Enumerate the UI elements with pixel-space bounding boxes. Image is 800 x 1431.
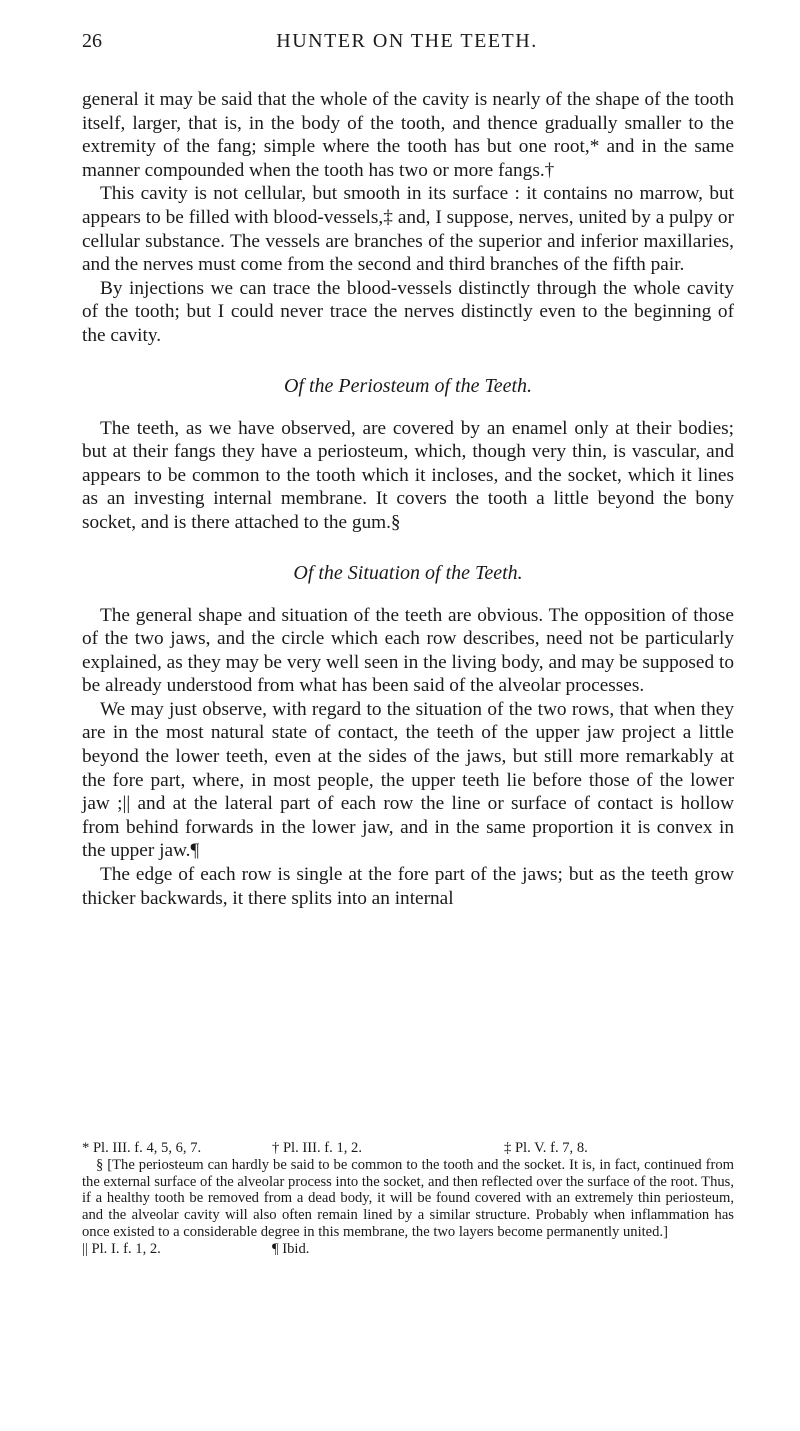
footnote-section-note: § [The periosteum can hardly be said to be common to the tooth and the socket. It is, in fact, continued from the external surface of the alveolar process into the socket, and then reflected over the surface of the root. Thus, if a healthy tooth be removed from a dead body, it will be found covered with an extremely thin periosteum, and the alveolar cavity will also often remain lined by a similar structure. Probably when inflammation has once existed to a considerable degree in this membrane, the two layers become permanently united.] [82,1156,734,1240]
body-text [82,88,734,910]
paragraph-general-shape: The general shape and situation of the teeth are obvious. The opposition of those of the two jaws, and the circle which each row describes, need not be particularly explained, as they may be very well seen in the living body, and may be supposed to be already understood from what has been said of the alveolar processes. [82,604,734,697]
paragraph-cavity-contents: This cavity is not cellular, but smooth in its surface : it contains no marrow, but appears to be filled with blood-vessels,‡ and, I suppose, nerves, united by a pulpy or cellular substance. The vessels are branches of the superior and inferior maxillaries, and the nerves must come from the second and third branches of the fifth pair. [82,183,734,276]
paragraph-row-edge: The edge of each row is single at the fore part of the jaws; but as the teeth grow thicker backwards, it there splits into an internal [82,864,734,909]
footnote-dagger: † Pl. III. f. 1, 2. [272,1140,362,1156]
section-heading-periosteum: Of the Periosteum of the Teeth. [283,374,533,397]
page-number: 26 [82,30,102,52]
paragraph-injections: By injections we can trace the blood-vessels distinctly through the whole cavity of the tooth; but I could never trace the nerves distinctly even to the beginning of the cavity. [82,277,734,346]
paragraph-rows-contact: We may just observe, with regard to the situation of the two rows, that when they are in the most natural state of contact, the teeth of the upper jaw project a little beyond the lower teeth, even at the sides of the jaws, but still more remarkably at the fore part, where, in most people, the upper teeth lie before those of the lower jaw ;|| and at the lateral part of each row the line or surface of contact is hollow from behind forwards in the lower jaw, and in the same proportion it is convex in the upper jaw.¶ [82,698,734,862]
footnote-pilcrow: ¶ Ibid. [272,1240,310,1257]
footnote-bottom-refs [82,1241,734,1258]
running-head: HUNTER ON THE TEETH. [276,30,538,52]
footnote-double-dagger: ‡ Pl. V. f. 7, 8. [504,1140,588,1156]
footnote-star: * Pl. III. f. 4, 5, 6, 7. [82,1140,202,1156]
page-header [82,30,732,54]
paragraph-periosteum: The teeth, as we have observed, are covered by an enamel only at their bodies; but at their fangs they have a periosteum, which, though very thin, is vascular, and appears to be common to the tooth which it incloses, and the socket, which it lines as an investing internal membrane. It covers the tooth a little beyond the bony socket, and is there attached to the gum.§ [82,417,734,533]
footnotes [82,1140,734,1258]
footnote-plate-refs [82,1140,734,1157]
footnote-parallel: || Pl. I. f. 1, 2. [82,1240,161,1257]
section-heading-situation: Of the Situation of the Teeth. [293,561,523,584]
paragraph-cavity-shape: general it may be said that the whole of the cavity is nearly of the shape of the tooth itself, larger, that is, in the body of the tooth, and thence gradually smaller to the extremity of the fang; simple where the tooth has but one root,* and in the same manner compounded when the tooth has two or more fangs.† [82,89,734,181]
